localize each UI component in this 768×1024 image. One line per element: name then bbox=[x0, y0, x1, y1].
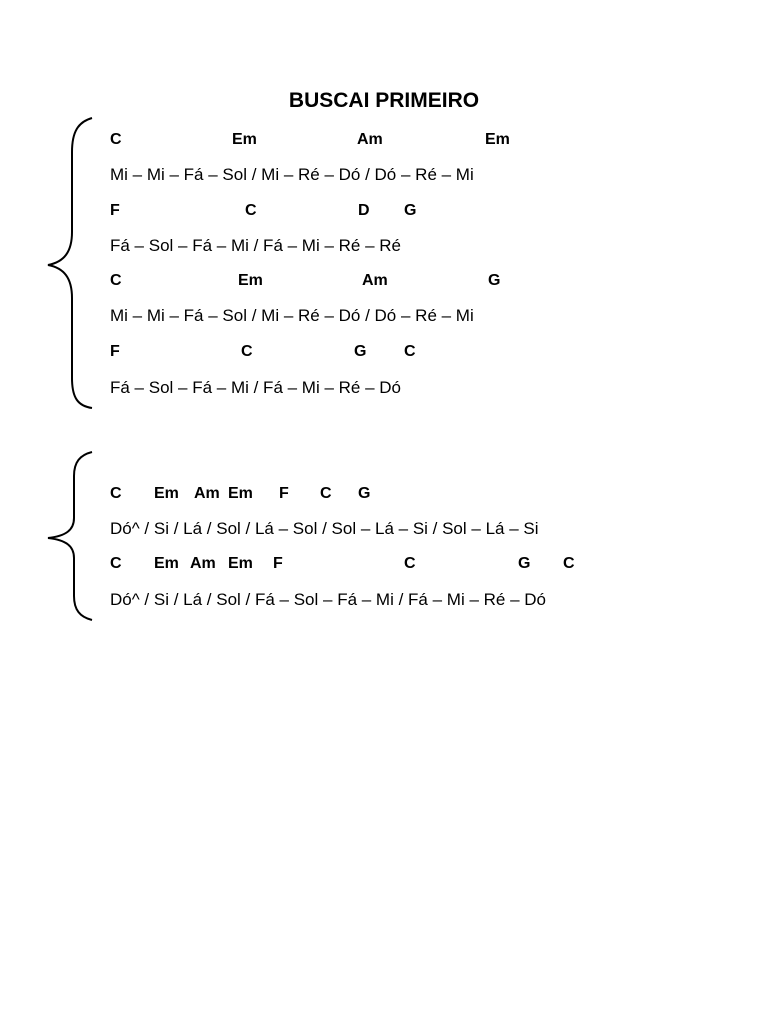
chord: C bbox=[110, 485, 122, 502]
stanza-1-notes-line-4 bbox=[0, 376, 700, 400]
stanza-1-chord-line-2 bbox=[0, 199, 700, 223]
chord: F bbox=[273, 555, 283, 572]
chord: G bbox=[358, 485, 371, 502]
chord: C bbox=[563, 555, 575, 572]
chord: Em bbox=[154, 555, 179, 572]
chord: G bbox=[354, 343, 367, 360]
notes-text: Fá – Sol – Fá – Mi / Fá – Mi – Ré – Ré bbox=[110, 236, 402, 255]
song-title: BUSCAI PRIMEIRO bbox=[288, 89, 480, 112]
chord: C bbox=[110, 272, 122, 289]
chord: C bbox=[110, 131, 122, 148]
chord: D bbox=[358, 202, 370, 219]
stanza-1-notes-line-3 bbox=[0, 304, 700, 328]
chord: C bbox=[110, 555, 122, 572]
chord: Em bbox=[154, 485, 179, 502]
stanza-1-brace-icon bbox=[40, 116, 100, 410]
chord: C bbox=[404, 343, 416, 360]
chord: C bbox=[404, 555, 416, 572]
notes-text: Mi – Mi – Fá – Sol / Mi – Ré – Dó / Dó – Ré – Mi bbox=[110, 165, 474, 184]
stanza-1-chord-line-1 bbox=[0, 128, 700, 152]
stanza-1-chord-line-3 bbox=[0, 269, 700, 293]
chord: Em bbox=[485, 131, 510, 148]
notes-text: Fá – Sol – Fá – Mi / Fá – Mi – Ré – Dó bbox=[110, 378, 402, 397]
chord: Am bbox=[190, 555, 216, 572]
notes-text: Dó^ / Si / Lá / Sol / Fá – Sol – Fá – Mi / Fá – Mi – Ré – Dó bbox=[110, 590, 546, 609]
chord: Em bbox=[238, 272, 263, 289]
chord: F bbox=[110, 202, 120, 219]
stanza-2-chord-line-1 bbox=[0, 482, 700, 506]
chord: Em bbox=[228, 555, 253, 572]
chord: Am bbox=[357, 131, 383, 148]
chord: G bbox=[518, 555, 531, 572]
chord: Em bbox=[232, 131, 257, 148]
chord: F bbox=[110, 343, 120, 360]
chord: C bbox=[241, 343, 253, 360]
stanza-1-notes-line-2 bbox=[0, 234, 700, 258]
chord: F bbox=[279, 485, 289, 502]
chord: Em bbox=[228, 485, 253, 502]
stanza-1-chord-line-4 bbox=[0, 340, 700, 364]
stanza-2-notes-line-1 bbox=[0, 517, 700, 541]
chord: C bbox=[245, 202, 257, 219]
notes-text: Mi – Mi – Fá – Sol / Mi – Ré – Dó / Dó – Ré – Mi bbox=[110, 306, 474, 325]
chord: G bbox=[488, 272, 501, 289]
chord: Am bbox=[194, 485, 220, 502]
stanza-1-notes-line-1 bbox=[0, 163, 700, 187]
chord: Am bbox=[362, 272, 388, 289]
stanza-2-notes-line-2 bbox=[0, 588, 700, 612]
chord: C bbox=[320, 485, 332, 502]
notes-text: Dó^ / Si / Lá / Sol / Lá – Sol / Sol – Lá – Si / Sol – Lá – Si bbox=[110, 519, 539, 538]
chord: G bbox=[404, 202, 417, 219]
stanza-2-chord-line-2 bbox=[0, 552, 700, 576]
